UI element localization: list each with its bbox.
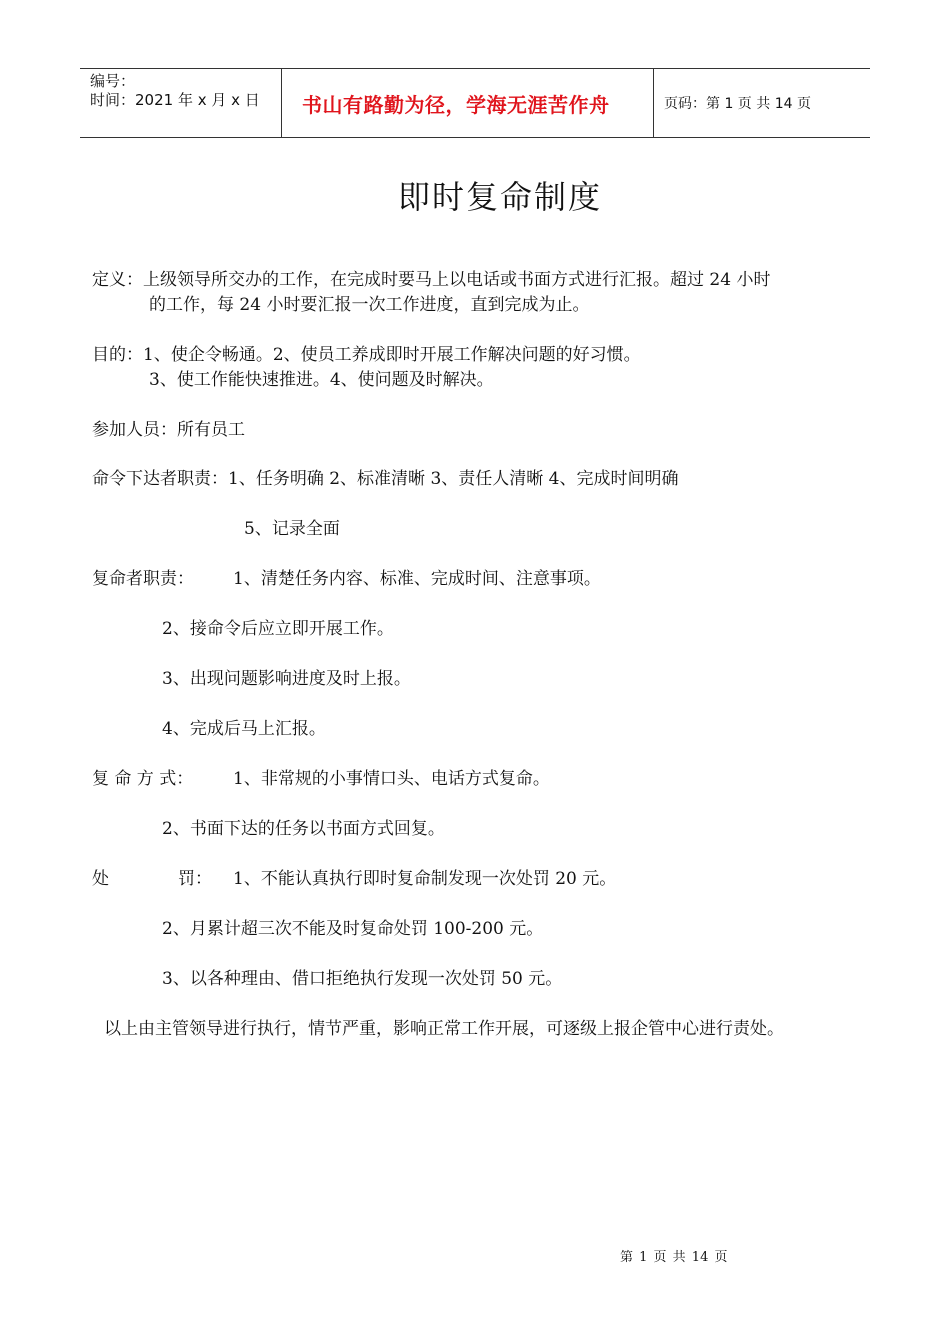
reporter-duties-label: 复命者职责： <box>92 569 194 589</box>
page-footer: 第 1 页 共 14 页 <box>620 1250 728 1265</box>
penalty-item-2: 2、月累计超三次不能及时复命处罚 100-200 元。 <box>162 919 544 939</box>
purpose-line-1: 目的：1、使企令畅通。2、使员工养成即时开展工作解决问题的好习惯。 <box>92 345 641 365</box>
closing-statement: 以上由主管领导进行执行，情节严重，影响正常工作开展，可逐级上报企管中心进行责处。 <box>104 1019 784 1039</box>
purpose-line-2: 3、使工作能快速推进。4、使问题及时解决。 <box>149 370 494 390</box>
header-page-info: 页码：第 1 页 共 14 页 <box>664 96 811 112</box>
page-title: 即时复命制度 <box>397 178 602 216</box>
reporter-duty-2: 2、接命令后应立即开展工作。 <box>162 619 394 639</box>
header-time-label: 时间：2021 年 x 月 x 日 <box>90 91 260 109</box>
reporter-duty-1: 1、清楚任务内容、标准、完成时间、注意事项。 <box>233 569 601 589</box>
participants-line: 参加人员：所有员工 <box>92 420 245 440</box>
penalty-item-3: 3、以各种理由、借口拒绝执行发现一次处罚 50 元。 <box>162 969 563 989</box>
report-method-2: 2、书面下达的任务以书面方式回复。 <box>162 819 445 839</box>
header-motto: 书山有路勤为径，学海无涯苦作舟 <box>281 69 654 137</box>
header-meta-cell <box>80 69 281 137</box>
definition-line-2: 的工作，每 24 小时要汇报一次工作进度，直到完成为止。 <box>149 295 590 315</box>
issuer-duties-line-2: 5、记录全面 <box>244 519 340 539</box>
report-method-label: 复 命 方 式： <box>92 769 194 789</box>
document-header <box>80 68 870 138</box>
penalty-item-1: 1、不能认真执行即时复命制发现一次处罚 20 元。 <box>233 869 617 889</box>
report-method-1: 1、非常规的小事情口头、电话方式复命。 <box>233 769 550 789</box>
penalty-label-first-char: 处 <box>92 869 109 889</box>
reporter-duty-4: 4、完成后马上汇报。 <box>162 719 326 739</box>
penalty-label-second-char: 罚： <box>178 869 212 889</box>
reporter-duty-3: 3、出现问题影响进度及时上报。 <box>162 669 411 689</box>
issuer-duties-line-1: 命令下达者职责：1、任务明确 2、标准清晰 3、责任人清晰 4、完成时间明确 <box>92 469 679 489</box>
header-number-label: 编号： <box>90 72 136 90</box>
definition-line-1: 定义：上级领导所交办的工作，在完成时要马上以电话或书面方式进行汇报。超过 24 小时 <box>92 270 771 290</box>
